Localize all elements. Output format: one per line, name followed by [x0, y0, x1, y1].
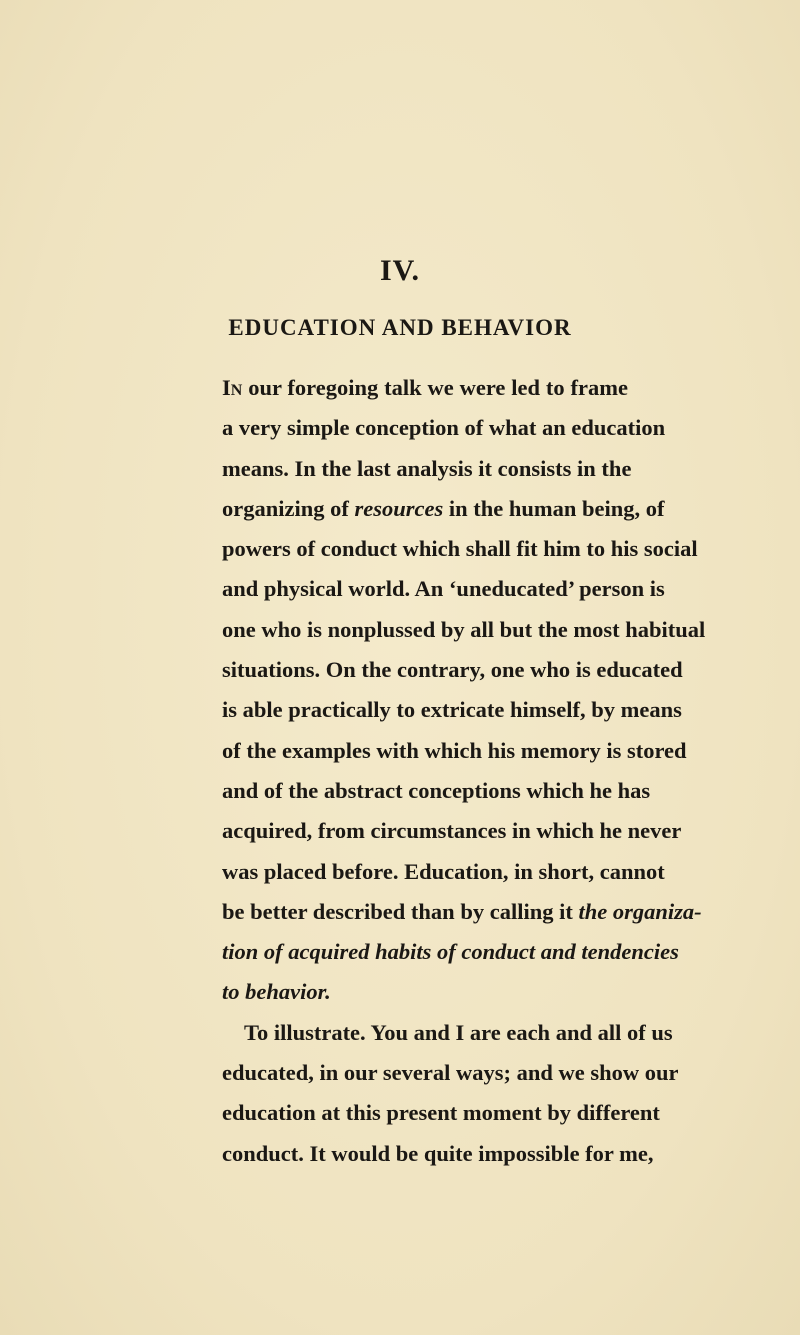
text-line: [222, 932, 679, 972]
emphasis: tion of acquired habits of conduct and tendencies: [222, 939, 679, 965]
text-line: one who is nonplussed by all but the most habitual: [222, 616, 706, 642]
chapter-title: EDUCATION AND BEHAVIOR: [228, 315, 572, 340]
text-line: powers of conduct which shall fit him to his social: [222, 536, 698, 562]
text-line: means. In the last analysis it consists in the: [222, 455, 632, 481]
text-line: was placed before. Education, in short, cannot: [222, 858, 665, 884]
text-line: To illustrate. You and I are each and all of us: [244, 1019, 673, 1045]
emphasis: resources: [354, 495, 444, 521]
text-line: a very simple conception of what an education: [222, 415, 666, 441]
text-line: [222, 972, 628, 1012]
chapter-number: IV.: [380, 254, 420, 287]
text-line: In our foregoing talk we were led to frame: [222, 375, 628, 400]
text-line: be better described than by calling it the organiza-: [222, 898, 702, 924]
text-line: acquired, from circumstances in which he never: [222, 818, 682, 844]
text-line: of the examples with which his memory is stored: [222, 737, 687, 763]
text-line: organizing of resources in the human being, of: [222, 495, 665, 521]
text-line: education at this present moment by different: [222, 1100, 660, 1126]
text-line: is able practically to extricate himself, by means: [222, 697, 682, 723]
drop-word: In: [222, 375, 243, 400]
text-line: conduct. It would be quite impossible for me,: [222, 1140, 654, 1166]
text-line: and physical world. An ‘uneducated’ person is: [222, 576, 665, 602]
emphasis: to behavior.: [222, 979, 331, 1005]
text-line: and of the abstract conceptions which he has: [222, 777, 651, 803]
emphasis: the organiza-: [578, 898, 702, 924]
text-line: situations. On the contrary, one who is educated: [222, 657, 683, 683]
chapter-body: [222, 368, 706, 1174]
text-line: educated, in our several ways; and we show our: [222, 1060, 679, 1086]
